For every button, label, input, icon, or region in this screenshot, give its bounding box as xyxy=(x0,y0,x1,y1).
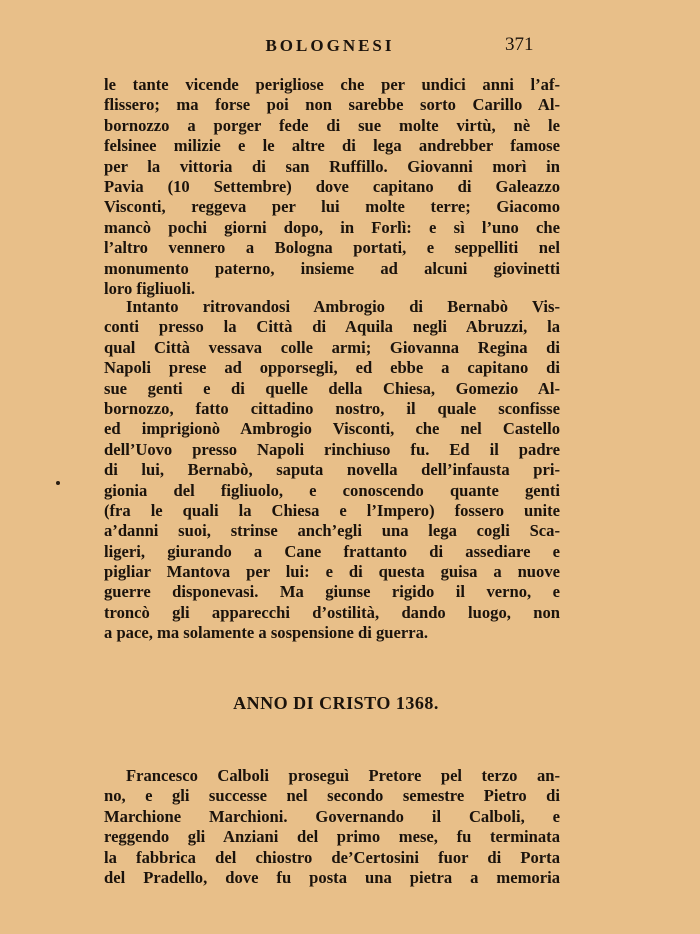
text-line: sue genti e di quelle della Chiesa, Gomezio Al- xyxy=(104,378,560,398)
text-line: gionia del figliuolo, e conoscendo quante genti xyxy=(104,480,560,500)
text-line: le tante vicende perigliose che per undici anni l’af- xyxy=(104,75,560,94)
text-line: dell’Uovo presso Napoli rinchiuso fu. Ed il padre xyxy=(104,439,560,459)
text-line: Francesco Calboli proseguì Pretore pel terzo an- xyxy=(126,766,560,785)
paragraph-2 xyxy=(104,297,560,644)
section-heading: ANNO DI CRISTO 1368. xyxy=(233,693,439,713)
text-line: qual Città vessava colle armi; Giovanna Regina di xyxy=(104,337,560,357)
text-line: di lui, Bernabò, saputa novella dell’infausta pri- xyxy=(104,460,560,480)
page-number: 371 xyxy=(505,34,534,55)
text-line: la fabbrica del chiostro de’Certosini fuor di Porta xyxy=(104,847,560,867)
text-line: (fra le quali la Chiesa e l’Impero) fossero unite xyxy=(104,500,560,520)
text-line: bornozzo a porger fede di sue molte virtù, nè le xyxy=(104,115,560,135)
text-line: l’altro vennero a Bologna portati, e seppelliti nel xyxy=(104,238,560,258)
text-line: conti presso la Città di Aquila negli Abruzzi, la xyxy=(104,317,560,337)
text-line: per la vittoria di san Ruffillo. Giovanni morì in xyxy=(104,156,560,176)
text-line: Visconti, reggeva per lui molte terre; Giacomo xyxy=(104,197,560,217)
ink-speck xyxy=(56,481,60,485)
text-line: felsinee milizie e le altre di lega andrebber famose xyxy=(104,136,560,156)
text-line: reggendo gli Anziani del primo mese, fu terminata xyxy=(104,827,560,847)
paragraph-3 xyxy=(104,766,560,888)
text-line: loro figliuoli. xyxy=(104,278,195,298)
text-line: guerre disponevasi. Ma giunse rigido il verno, e xyxy=(104,582,560,602)
text-line: troncò gli apparecchi d’ostilità, dando luogo, non xyxy=(104,602,560,622)
text-line: bornozzo, fatto cittadino nostro, il quale sconfisse xyxy=(104,398,560,418)
text-line: Marchione Marchioni. Governando il Calboli, e xyxy=(104,806,560,826)
text-line: Intanto ritrovandosi Ambrogio di Bernabò Vis- xyxy=(126,297,560,316)
text-line: monumento paterno, insieme ad alcuni giovinetti xyxy=(104,258,560,278)
text-line: a pace, ma solamente a sospensione di guerra. xyxy=(104,623,429,643)
text-line: no, e gli successe nel secondo semestre Pietro di xyxy=(104,786,560,806)
text-line: a’danni suoi, strinse anch’egli una lega cogli Sca- xyxy=(104,521,560,541)
text-line: ed imprigionò Ambrogio Visconti, che nel Castello xyxy=(104,419,560,439)
text-line: mancò pochi giorni dopo, in Forlì: e sì l’uno che xyxy=(104,217,560,237)
paragraph-1 xyxy=(104,75,560,299)
running-header: BOLOGNESI xyxy=(265,36,395,55)
text-line: flissero; ma forse poi non sarebbe sorto Carillo Al- xyxy=(104,95,560,115)
text-line: pigliar Mantova per lui: e di questa guisa a nuove xyxy=(104,562,560,582)
text-line: Pavia (10 Settembre) dove capitano di Galeazzo xyxy=(104,176,560,196)
text-line: del Pradello, dove fu posta una pietra a memoria xyxy=(104,867,560,887)
text-line: ligeri, giurando a Cane frattanto di assediare e xyxy=(104,541,560,561)
text-line: Napoli prese ad opporsegli, ed ebbe a capitano di xyxy=(104,358,560,378)
